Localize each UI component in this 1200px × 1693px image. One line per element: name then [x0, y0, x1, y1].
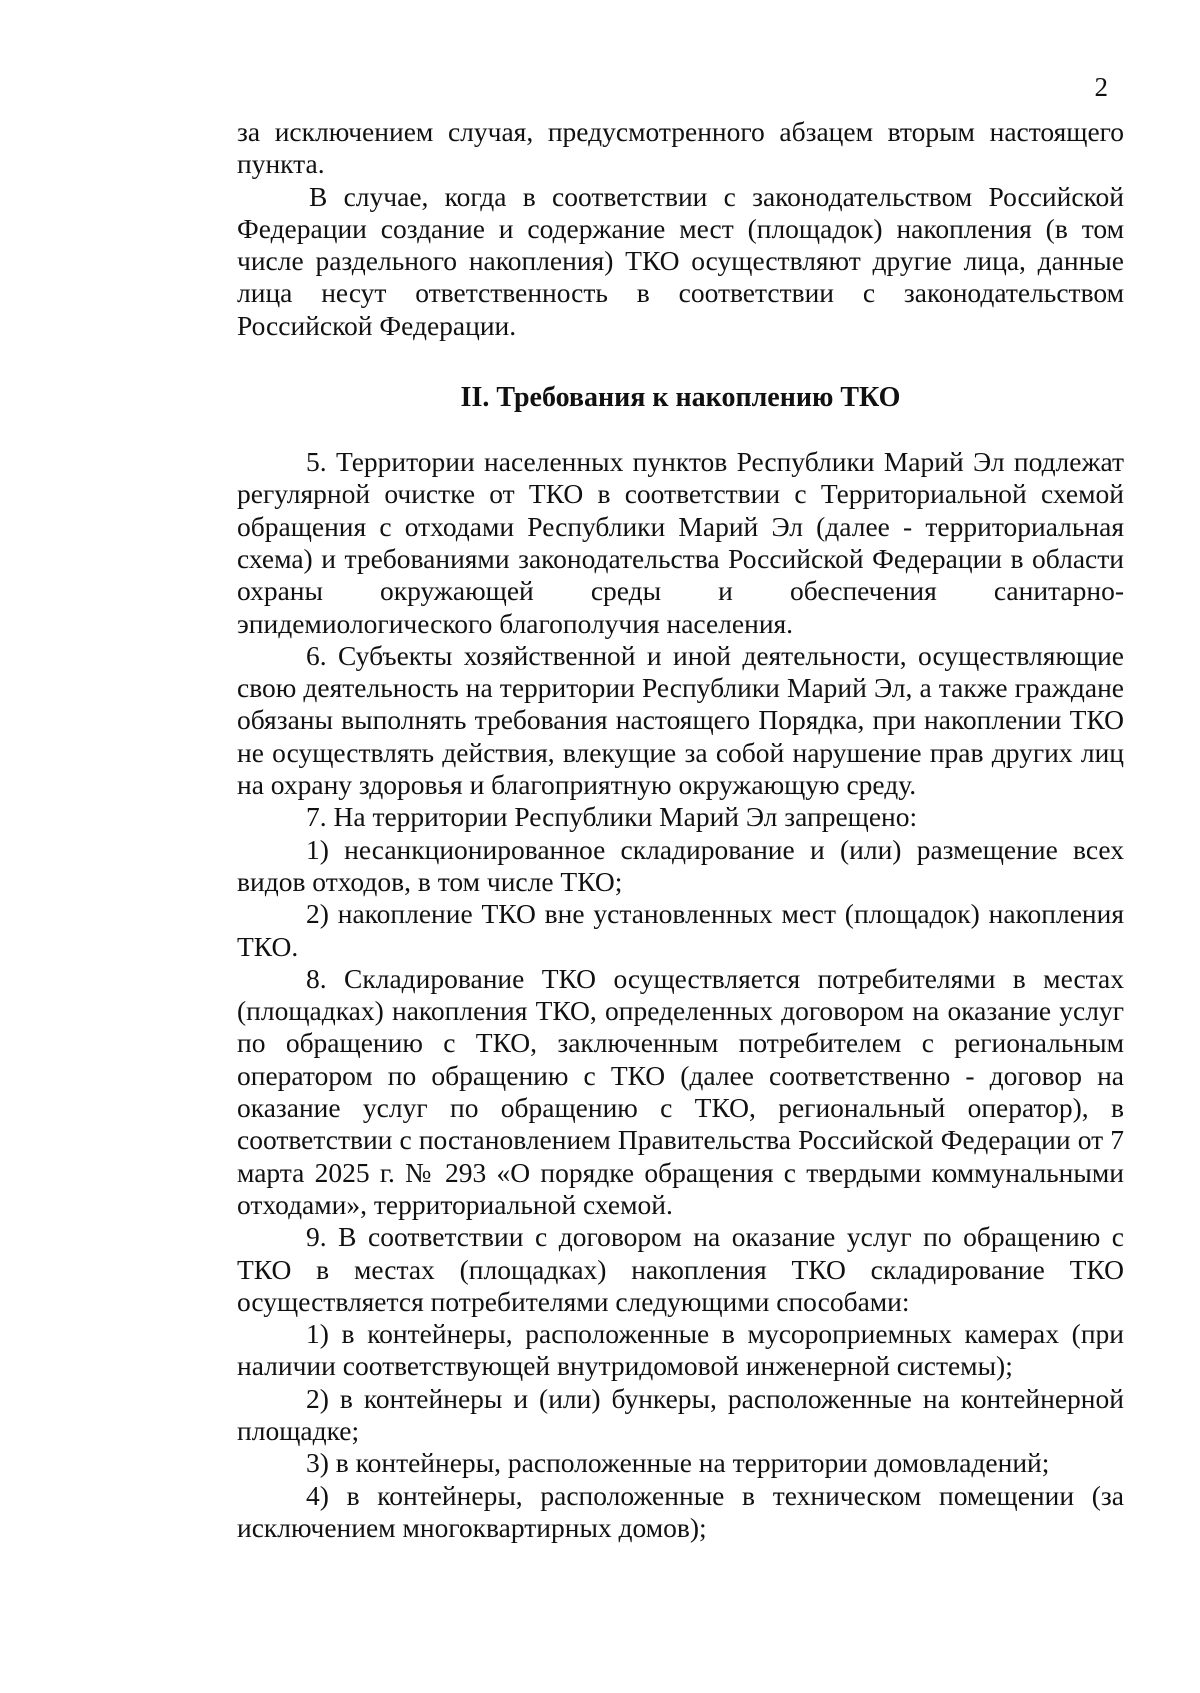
- paragraph-item-9-4: 4) в контейнеры, расположенные в техническом помещении (за исключением многоквартирных домов);: [237, 1479, 1124, 1543]
- paragraph-responsibility: В случае, когда в соответствии с законодательством Российской Федерации создание и содержание мест (площадок) накопления (в том числе раздельного накопления) ТКО осуществляют другие лица, данные лица несут ответственность в соответствии с законодательством Российской Федерации.: [237, 180, 1124, 341]
- paragraph-item-9-1: 1) в контейнеры, расположенные в мусороприемных камерах (при наличии соответствующей внутридомовой инженерной системы);: [237, 1318, 1124, 1382]
- paragraph-item-6: 6. Субъекты хозяйственной и иной деятельности, осуществляющие свою деятельность на территории Республики Марий Эл, а также граждане обязаны выполнять требования настоящего Порядка, при накоплении ТКО не осуществлять действия, влекущие за собой нарушение прав других лиц на охрану здоровья и благоприятную окружающую среду.: [237, 639, 1124, 801]
- paragraph-item-9-3: 3) в контейнеры, расположенные на территории домовладений;: [306, 1447, 1050, 1479]
- paragraph-item-7: 7. На территории Республики Марий Эл запрещено:: [306, 801, 918, 833]
- section-title: II. Требования к накоплению ТКО: [460, 382, 901, 414]
- page-number: 2: [1094, 72, 1108, 102]
- paragraph-item-7-2: 2) накопление ТКО вне установленных мест (площадок) накопления ТКО.: [237, 898, 1124, 962]
- paragraph-item-9: 9. В соответствии с договором на оказание услуг по обращению с ТКО в местах (площадках) накопления ТКО складирование ТКО осуществляется потребителями следующими способами:: [237, 1221, 1124, 1317]
- document-body: [237, 116, 1124, 1544]
- paragraph-item-9-2: 2) в контейнеры и (или) бункеры, расположенные на контейнерной площадке;: [237, 1382, 1124, 1446]
- paragraph-continuation: за исключением случая, предусмотренного абзацем вторым настоящего пункта.: [237, 116, 1124, 180]
- paragraph-item-5: 5. Территории населенных пунктов Республики Марий Эл подлежат регулярной очистке от ТКО в соответствии с Территориальной схемой обращения с отходами Республики Марий Эл (далее - территориальная схема) и требованиями законодательства Российской Федерации в области охраны окружающей среды и обеспечения санитарно-эпидемиологического благополучия населения.: [237, 446, 1124, 639]
- paragraph-item-7-1: 1) несанкционированное складирование и (или) размещение всех видов отходов, в том числе ТКО;: [237, 833, 1124, 897]
- paragraph-item-8: 8. Складирование ТКО осуществляется потребителями в местах (площадках) накопления ТКО, определенных договором на оказание услуг по обращению с ТКО, заключенным потребителем с региональным оператором по обращению с ТКО (далее соответственно - договор на оказание услуг по обращению с ТКО, региональный оператор), в соответствии с постановлением Правительства Российской Федерации от 7 марта 2025 г. № 293 «О порядке обращения с твердыми коммунальными отходами», территориальной схемой.: [237, 962, 1124, 1220]
